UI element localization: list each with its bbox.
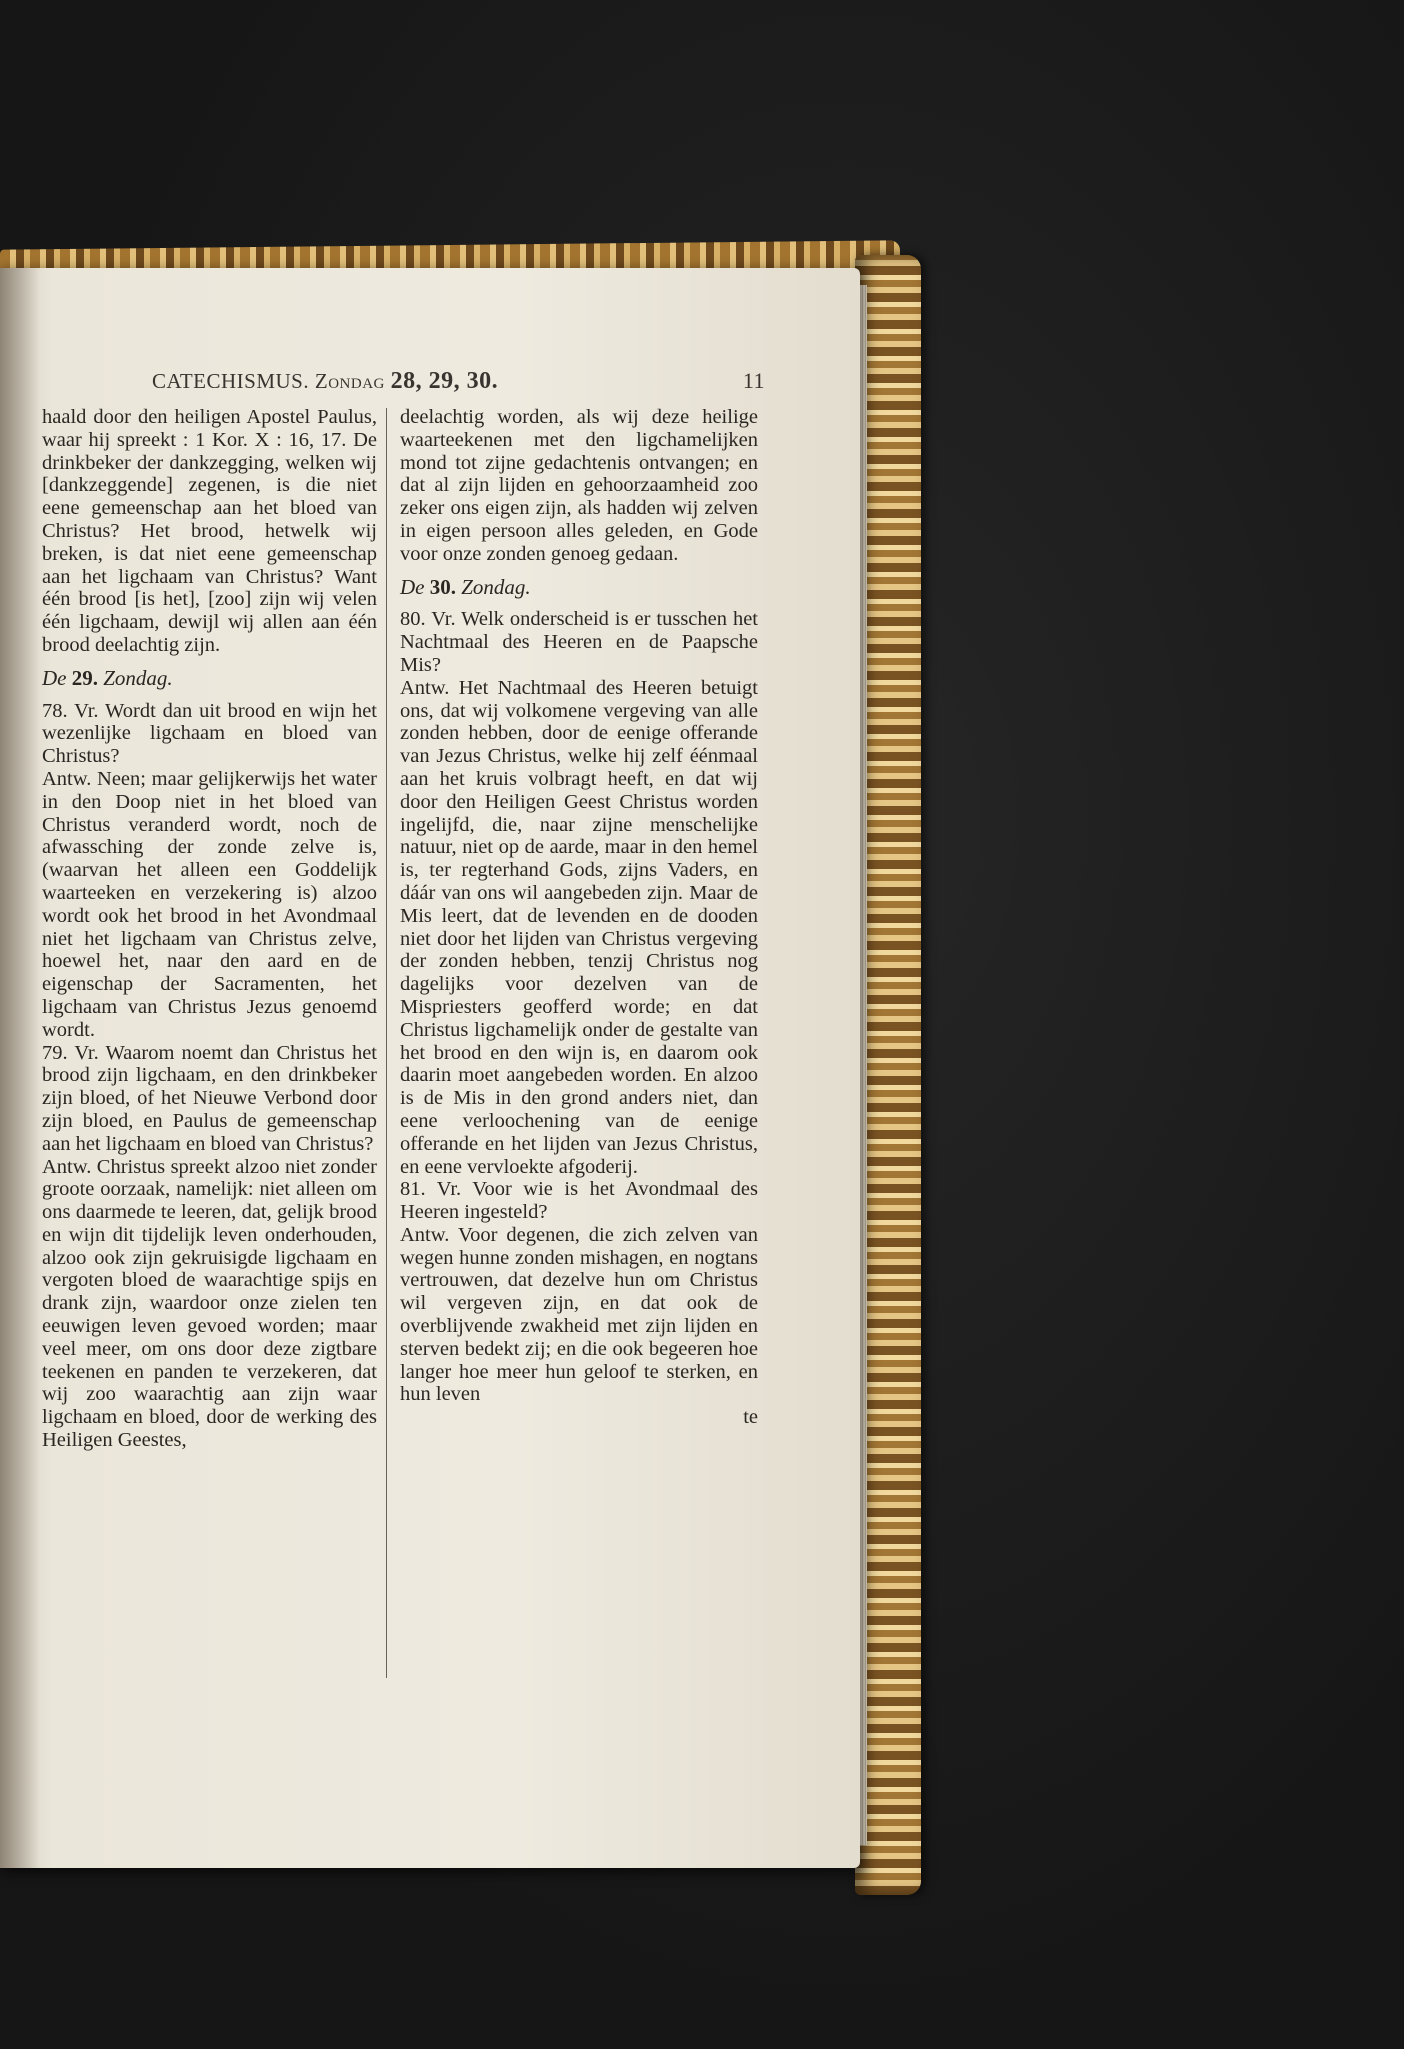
header-numbers: 28, 29, 30. bbox=[390, 368, 499, 394]
gutter-shadow bbox=[0, 268, 40, 1868]
paragraph: deelachtig worden, als wij deze heilige waarteekenen met den ligchamelijken mond tot zijne gedachtenis ontvangen; en dat al zijn lijden en gehoorzaamheid zoo zeker ons eigen zijn, als hadden wij zelven in eigen persoon alles geleden, en Gode voor onze zonden genoeg gedaan. bbox=[400, 406, 758, 565]
header-zondag: Zondag bbox=[314, 369, 385, 393]
question-81: 81. Vr. Voor wie is het Avondmaal des Heeren ingesteld? bbox=[400, 1178, 758, 1224]
right-column bbox=[400, 406, 758, 1429]
question-80: 80. Vr. Welk onderscheid is er tusschen het Nachtmaal des Heeren en de Paapsche Mis? bbox=[400, 608, 758, 676]
page-number: 11 bbox=[742, 368, 765, 393]
running-head-text bbox=[152, 368, 498, 395]
column-divider bbox=[386, 408, 387, 1678]
answer-79: Antw. Christus spreekt alzoo niet zonder groote oorzaak, namelijk: niet alleen om ons daarmede te leeren, dat, gelijk brood en wijn dit tijdelijk leven onderhouden, alzoo ook zijn gekruisigde ligchaam en vergoten bloed de waarachtige spijs en drank zijn, waardoor onze zielen ten eeuwigen leven gevoed worden; maar veel meer, om ons door deze zigtbare teekenen en panden te verzekeren, dat wij zoo waarachtig aan zijn waar ligchaam en bloed, door de werking des Heiligen Geestes, bbox=[42, 1155, 377, 1452]
answer-81: Antw. Voor degenen, die zich zelven van wegen hunne zonden mishagen, en nogtans vertrouwen, dat dezelve hun om Christus wil vergeven zijn, en dat ook de overblijvende zwakheid met zijn lijden en sterven bedekt zij; en die ook begeeren hoe langer hoe meer hun geloof te sterken, en hun leven bbox=[400, 1223, 758, 1406]
question-79: 79. Vr. Waarom noemt dan Christus het brood zijn ligchaam, en den drinkbeker zijn bloed, of het Nieuwe Verbond door zijn bloed, en Paulus de gemeenschap aan het ligchaam en bloed van Christus? bbox=[42, 1041, 377, 1155]
section-heading-zondag-30: De 30. Zondag. bbox=[400, 574, 531, 599]
running-header bbox=[40, 368, 765, 400]
answer-78: Antw. Neen; maar gelijkerwijs het water in den Doop niet in het bloed van Christus veranderd wordt, noch de afwassching der zonde zelve is, (waarvan het alleen een Goddelijk waarteeken en verzekering is) alzoo wordt ook het brood in het Avondmaal niet het ligchaam van Christus zelve, hoewel het, naar den aard en de eigenschap der Sacramenten, het ligchaam van Christus Jezus genoemd wordt. bbox=[42, 767, 377, 1041]
section-heading-zondag-29: De 29. Zondag. bbox=[42, 665, 173, 690]
answer-80: Antw. Het Nachtmaal des Heeren betuigt ons, dat wij volkomene vergeving van alle zonden hebben, door de eenige offerande van Jezus Christus, welke hij zelf éénmaal aan het kruis volbragt heeft, en dat wij door den Heiligen Geest Christus worden ingelijfd, die, naar zijne menschelijke natuur, niet op de aarde, maar in den hemel is, ter regterhand Gods, zijns Vaders, en dáár van ons wil aangebeden zijn. Maar de Mis leert, dat de levenden en de dooden niet door het lijden van Christus vergeving der zonden hebben, tenzij Christus nog dagelijks voor dezelven van de Mispriesters geofferd worde; en dat Christus ligchamelijk onder de gestalte van het brood en den wijn is, en daarom ook daarin moet aangebeden worden. En alzoo is de Mis in den grond anders niet, dan eene verloochening van de eenige offerande en het lijden van Jezus Christus, en eene vervloekte afgoderij. bbox=[400, 676, 758, 1178]
catchword: te bbox=[743, 1406, 758, 1429]
paragraph: haald door den heiligen Apostel Paulus, waar hij spreekt : 1 Kor. X : 16, 17. De drinkbeker der dankzegging, welken wij [dankzeggende] zegenen, is die niet eene gemeenschap aan het bloed van Christus? Het brood, hetwelk wij breken, is dat niet eene gemeenschap aan het ligchaam van Christus? Want één brood [is het], [zoo] zijn wij velen één ligchaam, dewijl wij allen aan één brood deelachtig zijn. bbox=[42, 406, 377, 656]
question-78: 78. Vr. Wordt dan uit brood en wijn het wezenlijke ligchaam en bloed van Christus? bbox=[42, 699, 377, 768]
header-title: CATECHISMUS. bbox=[152, 369, 310, 393]
left-column bbox=[42, 406, 377, 1452]
